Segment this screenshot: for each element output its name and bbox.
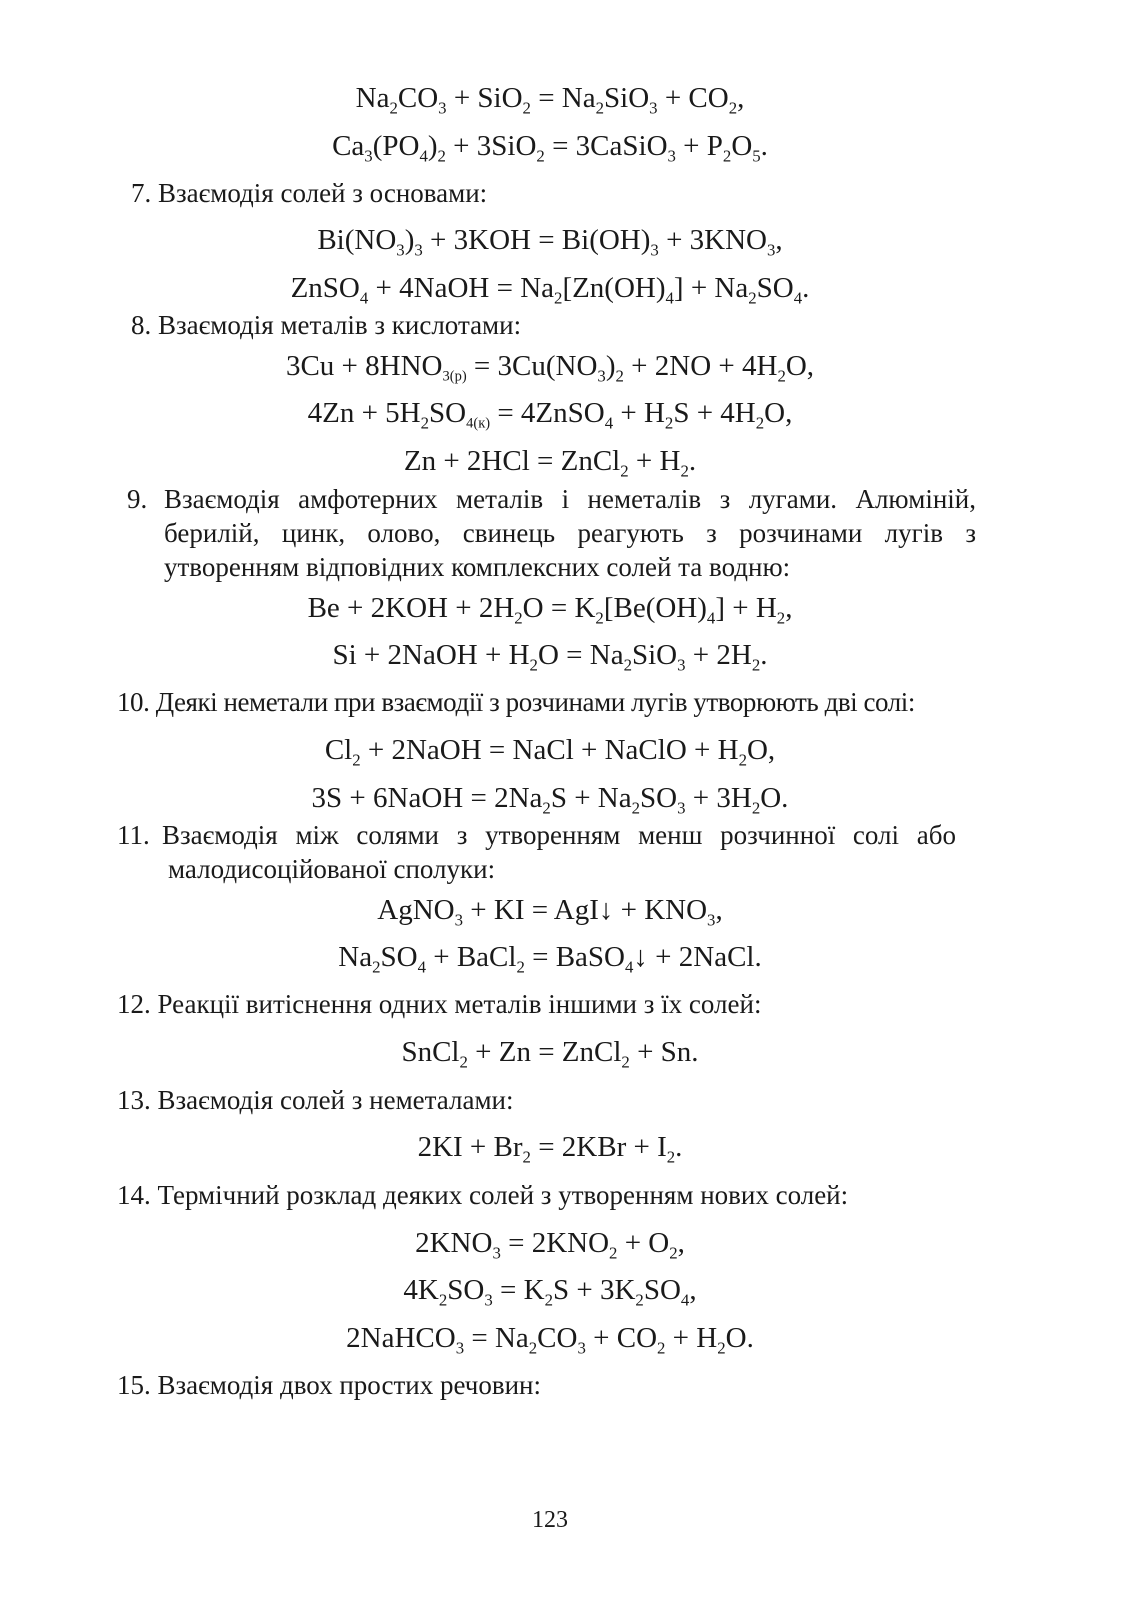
equation: $2KNO_3 = 2KNO_2 + O_2$, bbox=[415, 1227, 685, 1263]
item-11-number: 11. bbox=[117, 820, 150, 850]
item-9-line: Взаємодія амфотерних металів і неметалів з лугами. Алюміній, bbox=[164, 484, 976, 514]
item-10-heading: 10. Деякі неметали при взаємодії з розчинами лугів утворюють дві солі: bbox=[117, 687, 915, 717]
equation: $4K_2SO_3 = K_2S + 3K_2SO_4$, bbox=[403, 1274, 697, 1310]
item-11-line: Взаємодія між солями з утворенням менш розчинної солі або bbox=[162, 820, 956, 850]
equation: Zn + 2HCl = ZnCl$_2$ + $H_2$. bbox=[403, 445, 697, 481]
item-9-number: 9. bbox=[127, 484, 148, 514]
equation: ZnSO$_4$ + 4NaOH = $Na_2[Zn(OH)_4] + Na_2SO_4$. bbox=[290, 272, 810, 308]
equation: $3Cu + 8HNO_{3(р)} = 3Cu(NO_3)_2 + 2NO + 4H_2O$, bbox=[285, 350, 815, 386]
item-15-heading: 15. Взаємодія двох простих речовин: bbox=[117, 1370, 541, 1400]
item-8-heading: 8. Взаємодія металів з кислотами: bbox=[131, 310, 522, 340]
equation: $Na_2SO_4$ + BaCl$_2$ = BaSO$_4$↓ + 2NaCl. bbox=[338, 941, 762, 977]
equation: AgNO$_3$ + KI = AgI↓ + $KNO_3$, bbox=[377, 894, 723, 930]
equation: $2KI + Br_2 = 2KBr + I_2$. bbox=[417, 1131, 683, 1167]
equation: Si + 2NaOH + $H_2O = Na_2SiO_3 + 2H_2$. bbox=[332, 639, 768, 675]
item-11-line: малодисоційованої сполуки: bbox=[168, 854, 496, 884]
item-9-line: берилій, цинк, олово, свинець реагують з розчинами лугів з bbox=[164, 518, 976, 548]
equation: 3S + 6NaOH = $2Na_2S + Na_2SO_3 + 3H_2O$. bbox=[311, 782, 789, 818]
equation: $Cl_2$ + 2NaOH = NaCl + NaClO + $H_2O$, bbox=[324, 734, 776, 770]
equation: $4Zn + 5H_2SO_{4(к)}$ = 4ZnSO$_4$ + $H_2S + 4H_2O$, bbox=[307, 397, 793, 433]
item-13-heading: 13. Взаємодія солей з неметалами: bbox=[117, 1085, 514, 1115]
page-number: 123 bbox=[532, 1507, 568, 1533]
equation: $Be + 2KOH + 2H_2O = K_2[Be(OH)_4] + H_2$, bbox=[307, 592, 793, 628]
equation: $Na_2CO_3 + SiO_2 = Na_2SiO_3 + CO_2$, bbox=[355, 82, 745, 118]
item-12-heading: 12. Реакції витіснення одних металів іншими з їх солей: bbox=[117, 989, 762, 1019]
item-7-heading: 7. Взаємодія солей з основами: bbox=[131, 178, 488, 208]
equation: $Ca_3(PO_4)_2 + 3SiO_2$ = 3CaSiO$_3$ + $P_2O_5$. bbox=[332, 130, 768, 166]
equation: SnCl$_2$ + Zn = ZnCl$_2$ + Sn. bbox=[401, 1036, 699, 1072]
item-9-line: утворенням відповідних комплексних солей та водню: bbox=[164, 552, 791, 582]
equation: 2NaHCO$_3$ = $Na_2CO_3 + CO_2 + H_2O$. bbox=[346, 1322, 754, 1358]
equation: $Bi(NO_3)_3 + 3KOH = Bi(OH)_3 + 3KNO_3$, bbox=[317, 224, 783, 260]
item-14-heading: 14. Термічний розклад деяких солей з утворенням нових солей: bbox=[117, 1180, 849, 1210]
